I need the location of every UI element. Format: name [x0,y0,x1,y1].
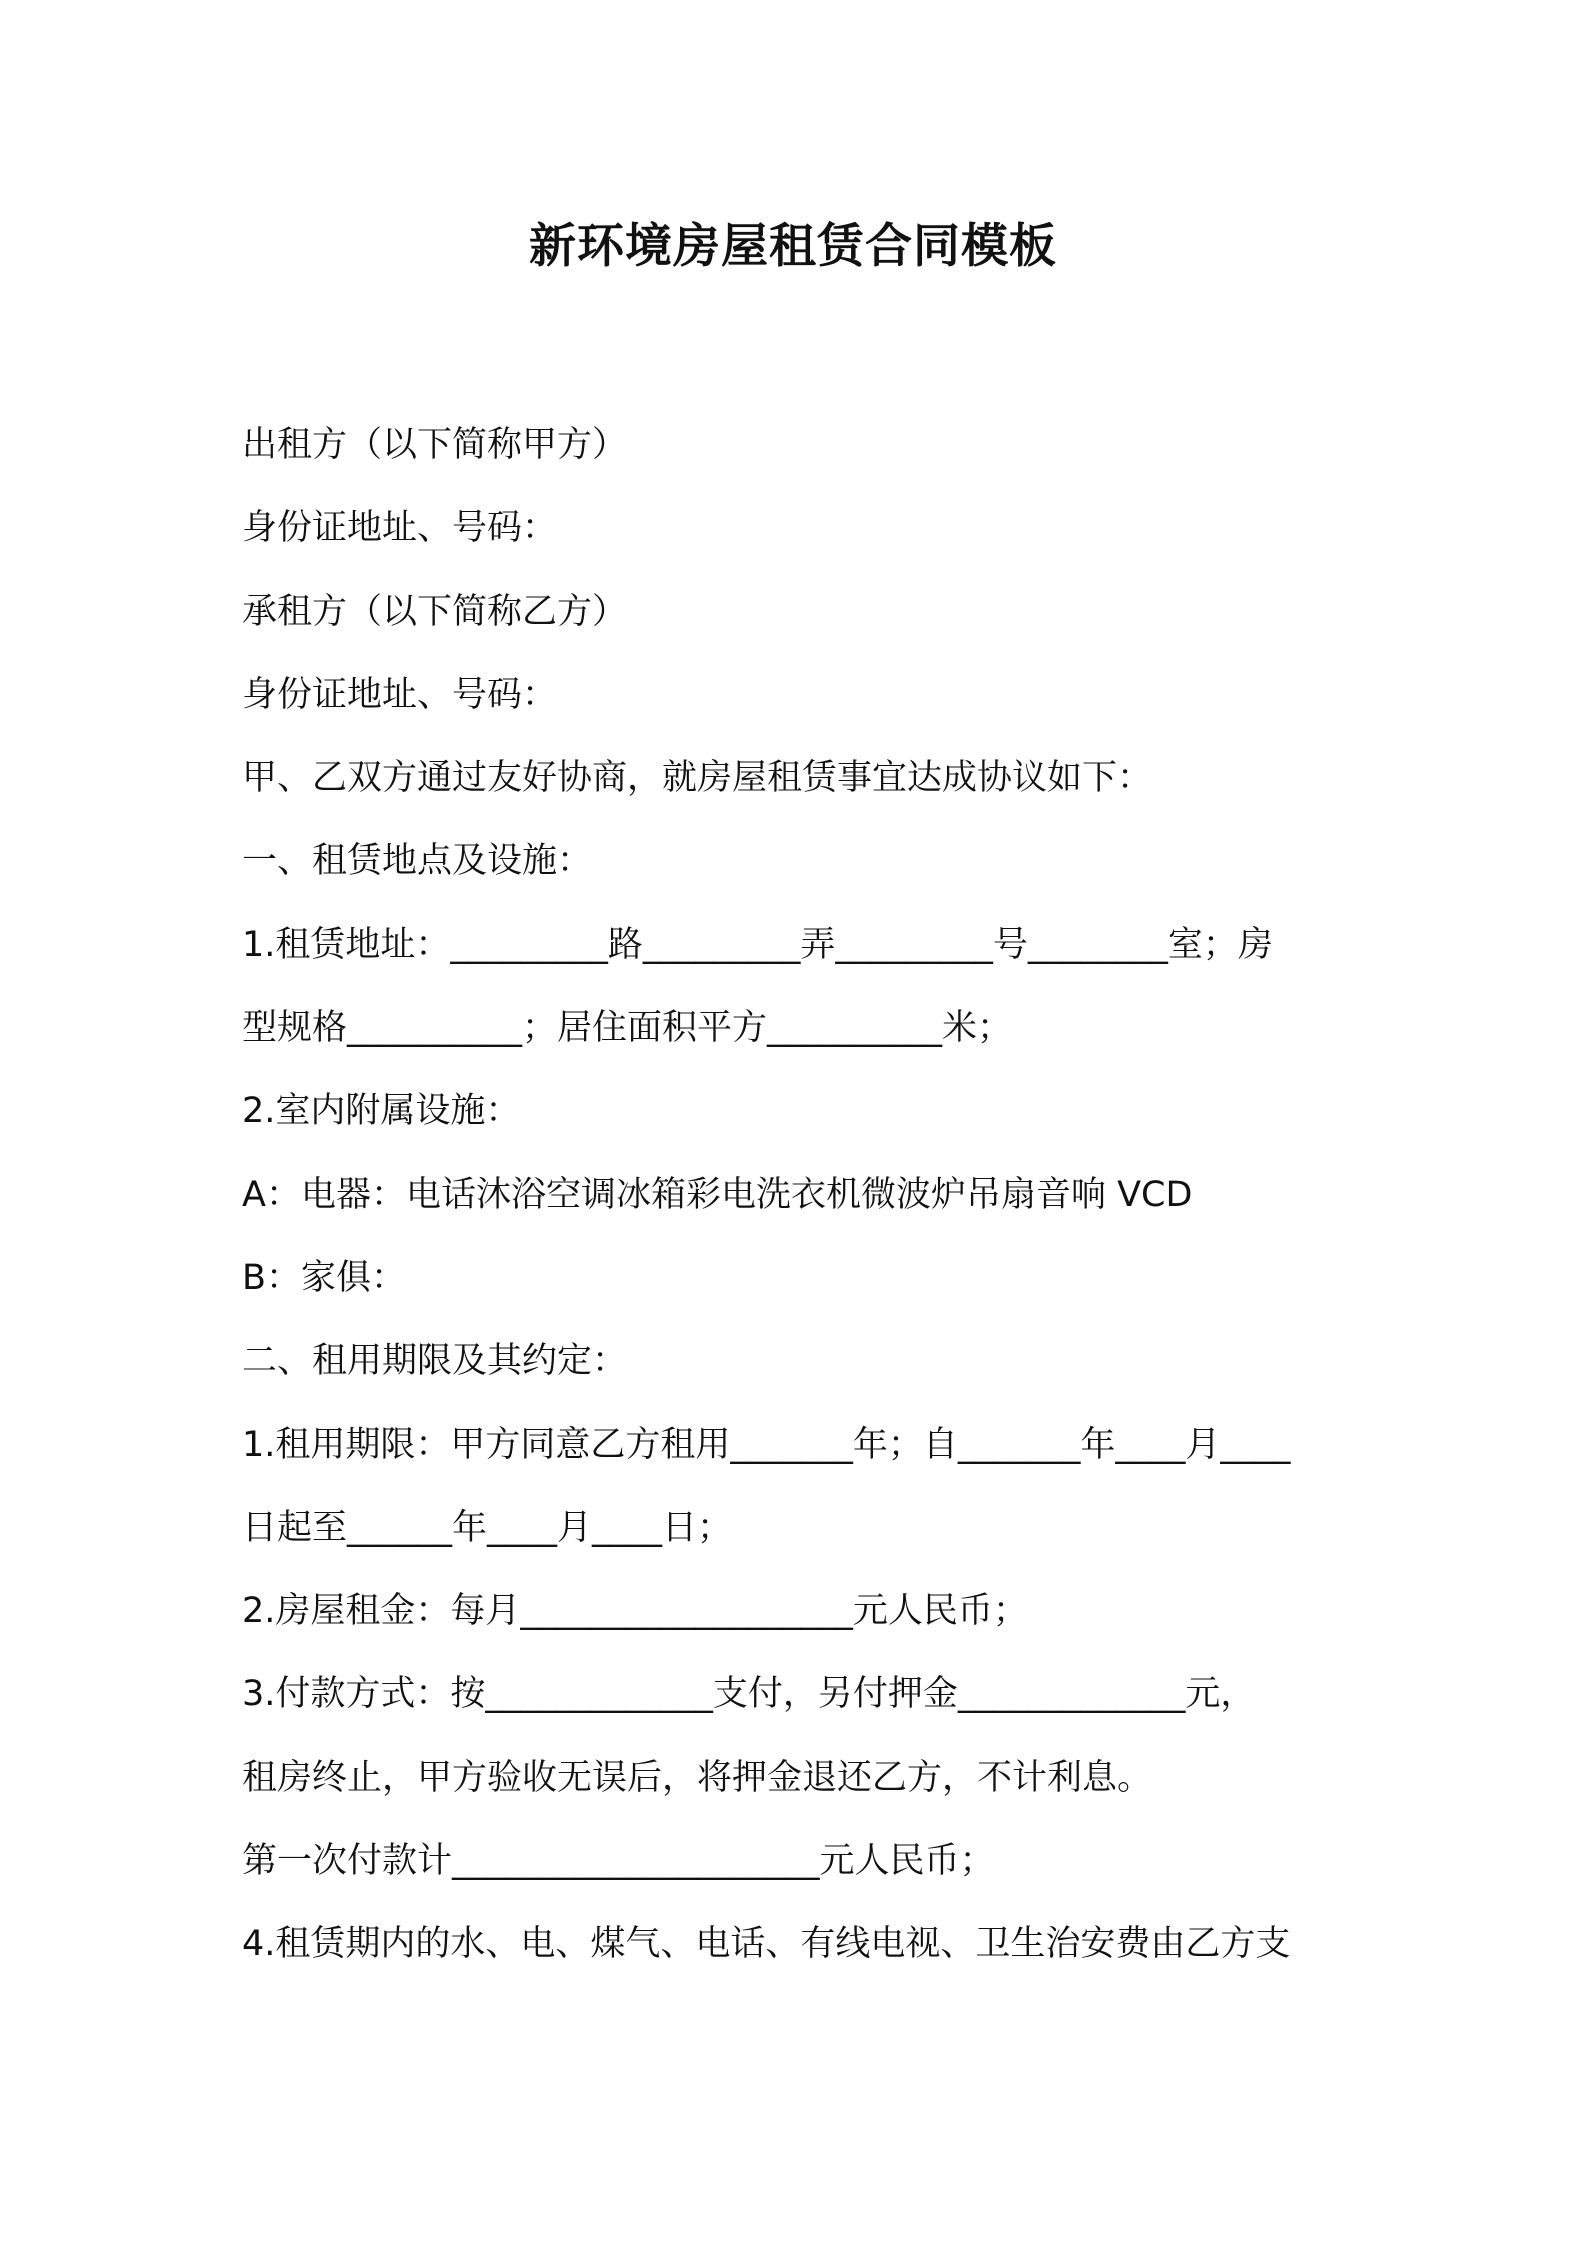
document-line-deposit-return: 租房终止，甲方验收无误后，将押金退还乙方，不计利息。 [242,1757,1153,1798]
document-line-area: 型规格__________；居住面积平方__________米； [242,1008,1013,1049]
document-line-lessor: 出租方（以下简称甲方） [242,425,628,465]
document-line-agreement-intro: 甲、乙双方通过友好协商，就房屋租赁事宜达成协议如下： [242,758,1153,799]
document-line-payment: 3.付款方式：按_____________支付，另付押金_____________元， [242,1674,1256,1715]
document-title: 新环境房屋租赁合同模板 [529,219,1057,274]
document-line-first-payment: 第一次付款计_____________________元人民币； [242,1841,995,1882]
document-line-address: 1.租赁地址：_________路_________弄_________号________室；房 [242,924,1273,965]
document-line-lessor-id: 身份证地址、号码： [242,508,558,549]
document-line-rent: 2.房屋租金：每月___________________元人民币； [242,1591,1028,1632]
document-line-lessee: 承租方（以下简称乙方） [242,591,628,632]
document-line-utilities: 4.租赁期内的水、电、煤气、电话、有线电视、卫生治安费由乙方支 [242,1924,1291,1965]
document-line-term: 1.租用期限：甲方同意乙方租用_______年；自_______年____月____ [242,1424,1291,1465]
document-line-furniture: B：家俱： [242,1257,407,1298]
document-line-term-end: 日起至______年____月____日； [242,1507,733,1548]
section-heading-location: 一、租赁地点及设施： [242,841,593,882]
document-body [242,404,1358,1987]
document-line-facilities: 2.室内附属设施： [242,1091,521,1132]
document-line-lessee-id: 身份证地址、号码： [242,674,558,715]
document-line-appliances: A：电器：电话沐浴空调冰箱彩电洗衣机微波炉吊扇音响 VCD [242,1174,1193,1215]
section-heading-term: 二、租用期限及其约定： [242,1341,628,1382]
